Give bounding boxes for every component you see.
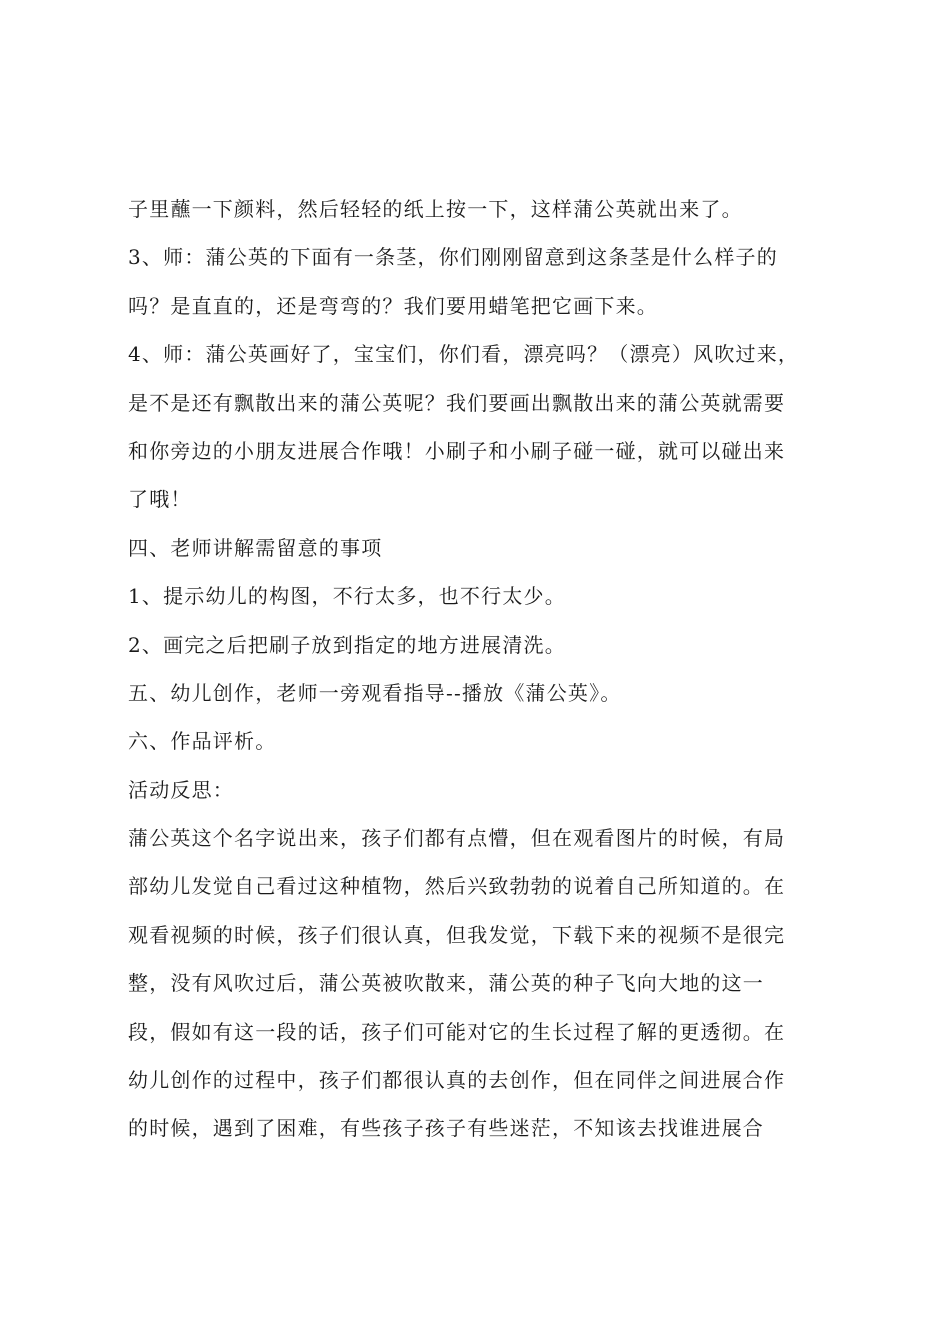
section-heading: 五、幼儿创作，老师一旁观看指导--播放《蒲公英》。 (128, 680, 622, 705)
section-heading: 六、作品评析。 (128, 729, 277, 754)
document-body (128, 185, 838, 1153)
text-line: 吗？是直直的，还是弯弯的？我们要用蜡笔把它画下来。 (128, 293, 658, 318)
text-line: 蒲公英这个名字说出来，孩子们都有点懵，但在观看图片的时候，有局 (128, 826, 786, 851)
text-line: 子里蘸一下颜料，然后轻轻的纸上按一下，这样蒲公英就出来了。 (128, 197, 743, 221)
text-line: 是不是还有飘散出来的蒲公英呢？我们要画出飘散出来的蒲公英就需要 (128, 390, 786, 415)
text-line: 和你旁边的小朋友进展合作哦！小刷子和小刷子碰一碰，就可以碰出来 (128, 438, 786, 463)
text-line: 1、提示幼儿的构图，不行太多，也不行太少。 (128, 584, 566, 609)
text-line: 了哦！ (128, 487, 192, 512)
text-line: 幼儿创作的过程中，孩子们都很认真的去创作，但在同伴之间进展合作 (128, 1068, 786, 1093)
section-heading: 四、老师讲解需留意的事项 (128, 535, 383, 560)
text-line: 4、师：蒲公英画好了，宝宝们，你们看，漂亮吗？（漂亮）风吹过来， (128, 342, 800, 367)
text-line: 的时候，遇到了困难，有些孩子孩子有些迷茫，不知该去找谁进展合 (128, 1116, 764, 1141)
text-line: 段，假如有这一段的话，孩子们可能对它的生长过程了解的更透彻。在 (128, 1019, 786, 1044)
text-line: 整，没有风吹过后，蒲公英被吹散来，蒲公英的种子飞向大地的这一 (128, 971, 764, 996)
text-line: 2、画完之后把刷子放到指定的地方进展清洗。 (128, 632, 566, 657)
text-line: 部幼儿发觉自己看过这种植物，然后兴致勃勃的说着自己所知道的。在 (128, 874, 786, 899)
section-heading: 活动反思： (128, 777, 234, 802)
text-line: 3、师：蒲公英的下面有一条茎，你们刚刚留意到这条茎是什么样子的 (128, 245, 778, 270)
text-line: 观看视频的时候，孩子们很认真，但我发觉，下载下来的视频不是很完 (128, 922, 786, 947)
